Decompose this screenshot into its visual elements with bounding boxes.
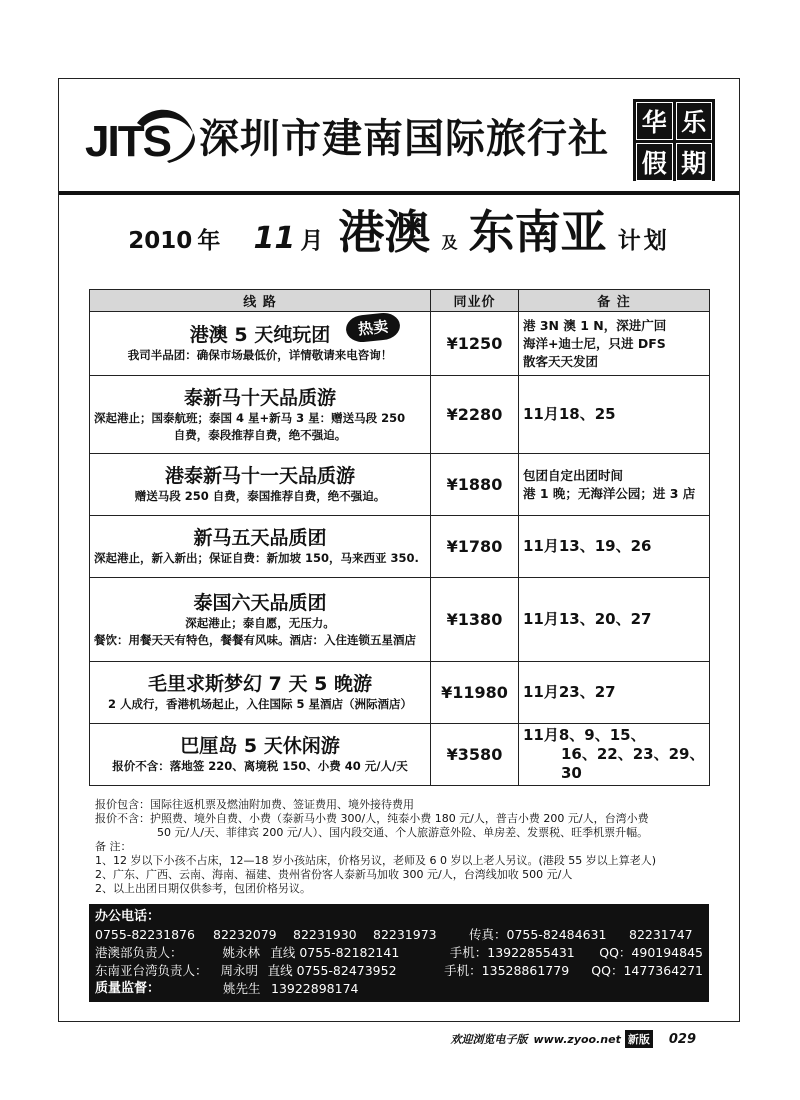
supervisor-name: 姚先生 — [223, 981, 261, 996]
remark-item: 2、以上出团日期仅供参考，包团价格另议。 — [95, 882, 311, 895]
table-header-row — [90, 290, 710, 312]
col-header-route: 线 路 — [90, 290, 431, 312]
dept-label: 港澳部负责人： — [95, 945, 183, 960]
remark-line: 港 1 晚；无海洋公园；进 3 店 — [523, 485, 696, 501]
brand-char: 期 — [676, 143, 713, 181]
hot-sale-badge: 热卖 — [345, 311, 402, 343]
price-cell: ¥1250 — [431, 312, 519, 376]
route-note: 报价不含：落地签 220、离境税 150、小费 40 元/人/天 — [112, 759, 408, 773]
office-phones-row — [95, 926, 703, 944]
plan-title — [59, 205, 739, 259]
route-cell — [90, 454, 431, 516]
price-excluded-note-cont: 50 元/人/天、菲律宾 200 元/人）、国内段交通、个人旅游意外险、单房差、发票税、旺季机票升幅。 — [157, 826, 649, 839]
page-number: 029 — [668, 1031, 696, 1047]
title-year: 2010 — [128, 228, 193, 254]
remark-cell — [519, 376, 710, 454]
table-row — [90, 516, 710, 578]
mobile-number: 手机：13528861779 — [444, 963, 570, 978]
col-header-remarks: 备 注 — [519, 290, 710, 312]
route-cell — [90, 662, 431, 724]
route-name: 泰国六天品质团 — [193, 591, 327, 614]
remark-cell — [519, 516, 710, 578]
jits-logo — [85, 101, 195, 171]
remark-line: 11月8、9、15、 — [523, 726, 646, 744]
remark-line: 11月18、25 — [523, 405, 616, 423]
remark-line: 港 3N 澳 1 N，深进广回 — [523, 317, 667, 333]
route-note: 我司半品团：确保市场最低价，详情敬请来电咨询！ — [127, 348, 393, 362]
table-row — [90, 376, 710, 454]
office-phone: 82231973 — [373, 927, 437, 942]
footer-website-link[interactable]: www.zyoo.net — [533, 1032, 621, 1046]
route-name: 港泰新马十一天品质游 — [164, 465, 355, 487]
remarks-title: 备 注： — [95, 840, 132, 853]
price-cell: ¥1780 — [431, 516, 519, 578]
remark-cell — [519, 724, 710, 786]
fax-number: 传真：0755-82484631 — [469, 927, 607, 942]
route-note: 深起港止，新入新出；保证自费：新加坡 150，马来西亚 350. — [94, 551, 419, 565]
route-price-table — [89, 289, 710, 786]
contact-title-row — [95, 908, 703, 926]
remark-line: 11月13、20、27 — [523, 610, 652, 628]
route-note: 赠送马段 250 自费，泰国推荐自费，绝不强迫。 — [134, 489, 386, 503]
route-cell — [90, 724, 431, 786]
mobile-number: 手机：13922855431 — [449, 945, 575, 960]
logo-text: JITS — [85, 117, 170, 166]
brand-char: 华 — [636, 102, 673, 140]
route-name: 港澳 5 天纯玩团 — [189, 324, 331, 346]
page-footer — [450, 1030, 696, 1048]
route-note: 深起港止；泰自愿，无压力。 — [185, 615, 335, 630]
remark-item: 1、12 岁以下小孩不占床，12—18 岁小孩站床，价格另议，老师及 6 0 岁以上老人另议。(港段 55 岁以上算老人) — [95, 854, 657, 867]
remark-line: 散客天天发团 — [523, 353, 599, 369]
direct-line: 直线 0755-82182141 — [270, 945, 400, 960]
route-name: 巴厘岛 5 天休闲游 — [180, 735, 340, 757]
title-plan: 计划 — [617, 228, 670, 254]
office-phone: 0755-82231876 — [95, 927, 195, 942]
fax-number-extra: 82231747 — [629, 927, 693, 942]
remark-cell — [519, 662, 710, 724]
dept-label: 东南亚台湾负责人： — [95, 963, 208, 978]
remark-line: 16、22、23、29、30 — [561, 745, 705, 782]
terms-notes — [95, 798, 715, 896]
qq-number: QQ：490194845 — [599, 945, 703, 960]
route-name: 泰新马十天品质游 — [183, 386, 336, 409]
price-included-note: 报价包含：国际往返机票及燃油附加费、签证费用、境外接待费用 — [95, 798, 414, 811]
supervisor-phone: 13922898174 — [271, 981, 359, 996]
table-row — [90, 578, 710, 662]
qq-number: QQ：1477364271 — [591, 963, 704, 978]
table-row — [90, 662, 710, 724]
remark-cell — [519, 578, 710, 662]
title-month-unit: 月 — [300, 228, 324, 254]
remark-line: 包团自定出团时间 — [523, 467, 624, 483]
office-phone: 82231930 — [293, 927, 357, 942]
header-divider — [59, 191, 739, 195]
logo-arc-icon — [129, 105, 199, 165]
price-cell: ¥2280 — [431, 376, 519, 454]
route-cell — [90, 376, 431, 454]
contact-name: 姚永林 — [222, 945, 261, 960]
table-row — [90, 724, 710, 786]
route-note: 自费，泰段推荐自费，绝不强迫。 — [173, 427, 347, 442]
contact-person-row — [95, 944, 703, 962]
brand-char: 假 — [636, 143, 673, 181]
title-month: 11 — [253, 221, 296, 256]
route-cell — [90, 578, 431, 662]
footer-edition-badge: 新版 — [625, 1030, 653, 1048]
agency-name: 深圳市建南国际旅行社 — [199, 116, 609, 162]
price-cell: ¥1880 — [431, 454, 519, 516]
remark-item: 2、广东、广西、云南、海南、福建、贵州省份客人泰新马加收 300 元/人，台湾线加收 500 元/人 — [95, 868, 573, 881]
brand-badge — [633, 99, 715, 181]
route-note: 深起港止；国泰航班；泰国 4 星+新马 3 星：赠送马段 250 — [94, 410, 406, 425]
supervision-label: 质量监督： — [95, 981, 161, 996]
contact-name: 周永明 — [220, 963, 259, 978]
office-phone-label: 办公电话： — [95, 909, 161, 924]
direct-line: 直线 0755-82473952 — [267, 963, 397, 978]
contact-panel — [89, 904, 709, 1002]
route-cell — [90, 312, 431, 376]
price-cell: ¥3580 — [431, 724, 519, 786]
route-cell — [90, 516, 431, 578]
title-connector: 及 — [441, 233, 458, 252]
footer-welcome: 欢迎浏览电子版 — [450, 1033, 528, 1046]
office-phone: 82232079 — [213, 927, 277, 942]
remark-cell — [519, 312, 710, 376]
price-cell: ¥11980 — [431, 662, 519, 724]
contact-person-row — [95, 962, 703, 980]
remark-cell — [519, 454, 710, 516]
title-region-1: 港澳 — [338, 205, 431, 259]
route-note: 餐饮：用餐天天有特色，餐餐有风味。酒店：入住连锁五星酒店 — [94, 632, 416, 647]
route-note: 2 人成行，香港机场起止，入住国际 5 星酒店（洲际酒店） — [107, 697, 412, 711]
table-row — [90, 312, 710, 376]
remark-line: 海洋+迪士尼，只进 DFS — [523, 335, 666, 351]
flyer-frame — [58, 78, 740, 1022]
route-name: 新马五天品质团 — [193, 527, 327, 549]
title-region-2: 东南亚 — [468, 205, 607, 259]
col-header-price: 同业价 — [431, 290, 519, 312]
brand-char: 乐 — [676, 102, 713, 140]
table-row — [90, 454, 710, 516]
title-year-unit: 年 — [197, 228, 221, 254]
price-excluded-note: 报价不含：护照费、境外自费、小费（泰新马小费 300/人，纯泰小费 180 元/人，普吉小费 200 元/人，台湾小费 — [95, 812, 649, 825]
price-cell: ¥1380 — [431, 578, 519, 662]
route-name: 毛里求斯梦幻 7 天 5 晚游 — [148, 673, 372, 695]
remark-line: 11月13、19、26 — [523, 537, 652, 555]
supervision-row — [95, 980, 703, 998]
remark-line: 11月23、27 — [523, 683, 616, 701]
